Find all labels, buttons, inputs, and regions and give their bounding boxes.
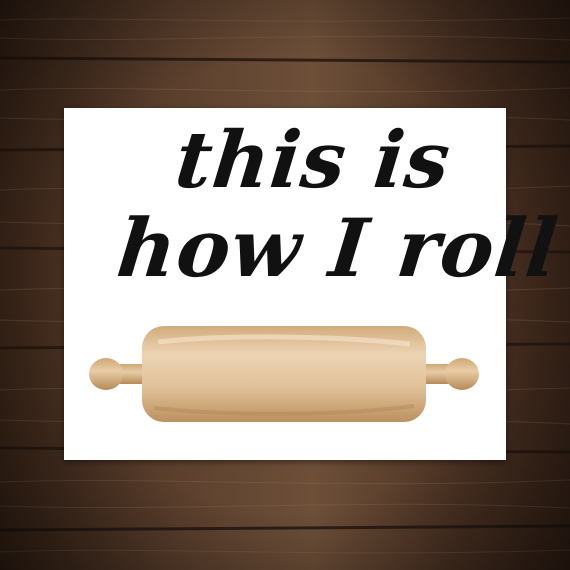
left-handle	[89, 358, 148, 390]
rolling-pin-illustration	[88, 322, 480, 426]
right-handle	[420, 358, 479, 390]
headline-line-1: this is	[171, 115, 455, 206]
headline-line-2: how I roll	[113, 201, 563, 295]
print-card	[64, 108, 563, 460]
